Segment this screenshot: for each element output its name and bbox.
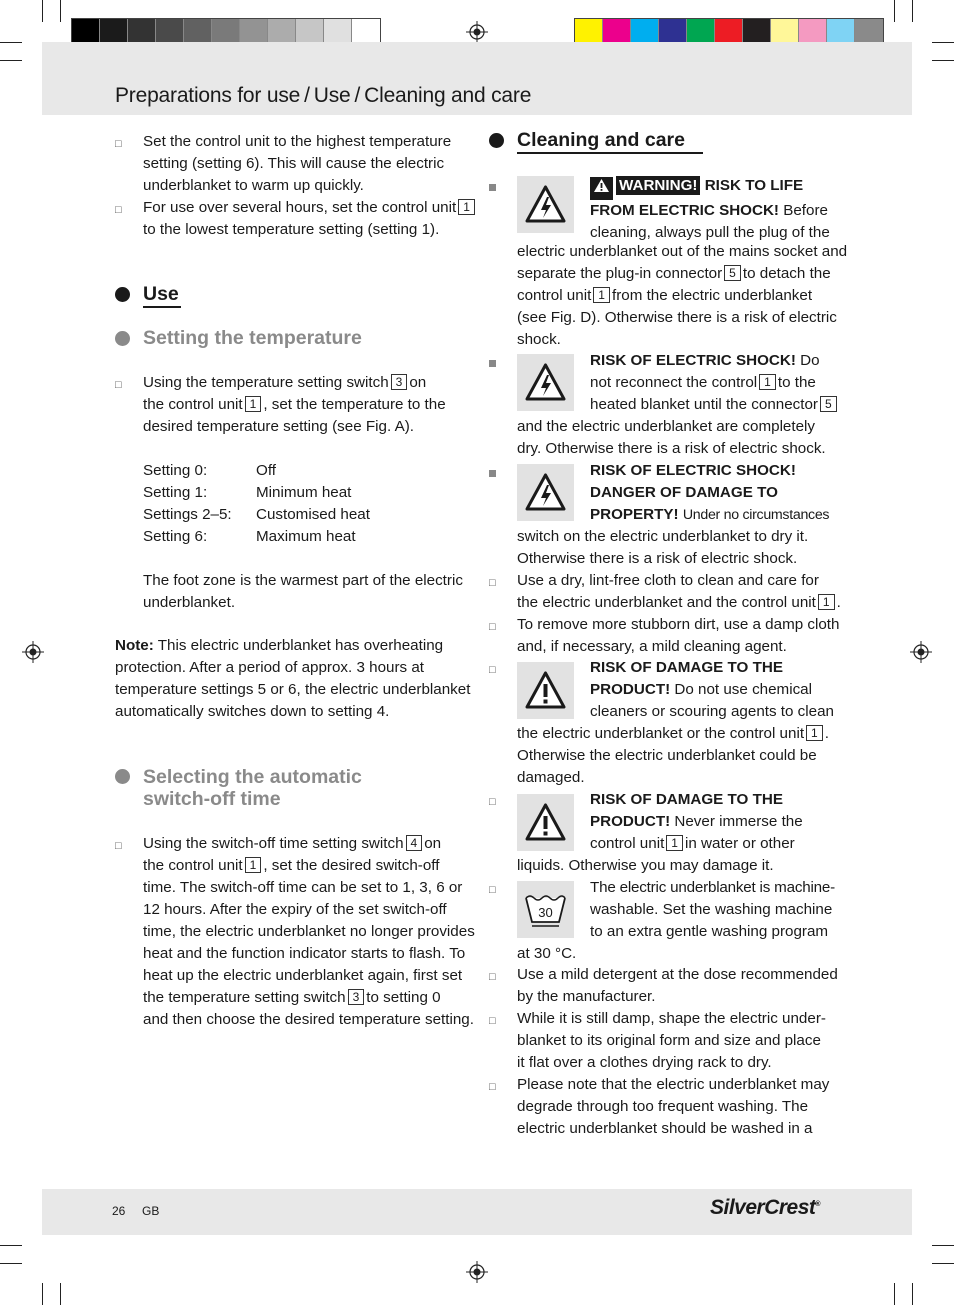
warning-bold: FROM ELECTRIC SHOCK! bbox=[590, 202, 779, 219]
text-line: liquids. Otherwise you may damage it. bbox=[517, 857, 774, 874]
checkbox-bullet-icon: □ bbox=[489, 577, 496, 589]
crop-mark bbox=[42, 1283, 43, 1305]
text-line: and, if necessary, a mild cleaning agent. bbox=[517, 638, 787, 655]
crop-mark bbox=[894, 0, 895, 22]
text-line: electric underblanket should be washed in a bbox=[517, 1120, 813, 1137]
text-span: not reconnect the control bbox=[590, 374, 758, 391]
text-line: heat and the function indicator starts to flash. To bbox=[143, 945, 466, 962]
text-line: (see Fig. D). Otherwise there is a risk of electric bbox=[517, 309, 837, 326]
crop-mark bbox=[60, 1283, 61, 1305]
text-line: and the electric underblanket are completely bbox=[517, 418, 816, 435]
crop-mark bbox=[932, 60, 954, 61]
setting-value: Off bbox=[256, 462, 276, 479]
ref-number: 1 bbox=[818, 594, 835, 610]
registration-mark-icon bbox=[910, 641, 932, 663]
setting-value: Minimum heat bbox=[256, 484, 352, 501]
text-line: degrade through too frequent washing. The bbox=[517, 1098, 809, 1115]
heading-switch-off-time bbox=[143, 766, 362, 810]
heading-line: switch-off time bbox=[143, 788, 281, 810]
text-span: Do not use chemical bbox=[674, 681, 812, 698]
section-bullet-icon bbox=[115, 287, 130, 302]
checkbox-bullet-icon: □ bbox=[115, 840, 122, 852]
warning-bold: PRODUCT! bbox=[590, 681, 671, 698]
settings-table bbox=[143, 460, 370, 548]
text-line: damaged. bbox=[517, 769, 585, 786]
text-line: switch on the electric underblanket to dry it. bbox=[517, 528, 809, 545]
heading-line: Selecting the automatic bbox=[143, 766, 362, 788]
text-line: underblanket. bbox=[143, 594, 236, 611]
warning-tag: WARNING! bbox=[616, 176, 700, 195]
registration-mark-icon bbox=[466, 21, 488, 43]
checkbox-bullet-icon: □ bbox=[489, 971, 496, 983]
text-line: to the lowest temperature setting (setting 1). bbox=[143, 221, 440, 238]
text-line: electric underblanket out of the mains socket and bbox=[517, 243, 848, 260]
text-span: the temperature setting switch bbox=[143, 989, 346, 1006]
warning-bold: RISK OF DAMAGE TO THE bbox=[590, 791, 783, 808]
text-line: The electric underblanket is machine- bbox=[590, 879, 836, 896]
checkbox-bullet-icon: □ bbox=[489, 884, 496, 896]
caution-immerse bbox=[590, 789, 803, 855]
text-line: time. The switch-off time can be set to 1, 3, 6 or bbox=[143, 879, 463, 896]
checkbox-bullet-icon: □ bbox=[489, 796, 496, 808]
text-span: , set the temperature to the bbox=[263, 396, 446, 413]
crop-mark bbox=[0, 1245, 22, 1246]
subsection-bullet-icon bbox=[115, 769, 130, 784]
text-span: control unit bbox=[517, 287, 592, 304]
text-span: . bbox=[824, 725, 829, 742]
caution-chemical-cleaners bbox=[590, 657, 834, 723]
text-span: to the bbox=[777, 374, 816, 391]
text-span: the electric underblanket and the control unit bbox=[517, 594, 816, 611]
page-title: Preparations for use / Use / Cleaning and care bbox=[115, 84, 532, 107]
caution-warning-icon bbox=[517, 794, 574, 851]
warning-reconnect bbox=[590, 350, 839, 416]
heading-underline bbox=[143, 306, 181, 308]
text-line: washable. Set the washing machine bbox=[590, 901, 833, 918]
text-span: control unit bbox=[590, 835, 665, 852]
bullet-machine-washable-cont bbox=[517, 943, 576, 965]
checkbox-bullet-icon: □ bbox=[115, 204, 122, 216]
warning-property-damage-cont bbox=[517, 526, 808, 570]
warning-life-risk bbox=[590, 175, 830, 244]
registration-mark-icon bbox=[466, 1261, 488, 1283]
text-line: temperature settings 5 or 6, the electric underblanket bbox=[115, 681, 471, 698]
ref-number: 3 bbox=[391, 374, 408, 390]
text-line: blanket to its original form and size and place bbox=[517, 1032, 821, 1049]
checkbox-bullet-icon: □ bbox=[115, 138, 122, 150]
subsection-bullet-icon bbox=[115, 331, 130, 346]
text-line: it flat over a clothes drying rack to dry. bbox=[517, 1054, 772, 1071]
text-line: by the manufacturer. bbox=[517, 988, 656, 1005]
text-span: from the electric underblanket bbox=[611, 287, 813, 304]
text-span: Using the switch-off time setting switch bbox=[143, 835, 404, 852]
page-number: 26 bbox=[112, 1204, 126, 1218]
text-line: dry. Otherwise there is a risk of electric shock. bbox=[517, 440, 826, 457]
ref-number: 1 bbox=[593, 287, 610, 303]
crop-mark bbox=[894, 1283, 895, 1305]
ref-number: 3 bbox=[348, 989, 365, 1005]
text-line: heat up the electric underblanket again, first set bbox=[143, 967, 463, 984]
note-overheating bbox=[115, 635, 470, 723]
electric-shock-warning-icon bbox=[517, 464, 574, 521]
heading-underline bbox=[517, 152, 703, 154]
crop-mark bbox=[0, 42, 22, 43]
registration-mark-icon bbox=[22, 641, 44, 663]
text-span: on bbox=[424, 835, 442, 852]
text-span: to detach the bbox=[742, 265, 831, 282]
checkbox-bullet-icon: □ bbox=[489, 664, 496, 676]
crop-mark bbox=[912, 0, 913, 22]
warning-bold: DANGER OF DAMAGE TO bbox=[590, 484, 778, 501]
warning-bold: RISK OF ELECTRIC SHOCK! bbox=[590, 352, 796, 369]
text-span: separate the plug-in connector bbox=[517, 265, 723, 282]
ref-number: 4 bbox=[406, 835, 423, 851]
text-line: underblanket to warm up quickly. bbox=[143, 177, 364, 194]
text-span: Never immerse the bbox=[674, 813, 803, 830]
warning-bold: RISK TO LIFE bbox=[704, 177, 804, 194]
text-line: To remove more stubborn dirt, use a damp cloth bbox=[517, 616, 840, 633]
caution-immerse-cont bbox=[517, 855, 774, 877]
warning-property-damage bbox=[590, 460, 829, 526]
text-line: cleaning, always pull the plug of the bbox=[590, 224, 830, 241]
text-span: Using the temperature setting switch bbox=[143, 374, 389, 391]
bullet-dry-cloth bbox=[517, 570, 841, 614]
foot-zone-text bbox=[143, 570, 463, 614]
checkbox-bullet-icon: □ bbox=[489, 621, 496, 633]
square-bullet-icon bbox=[489, 360, 496, 367]
text-line: While it is still damp, shape the electric under- bbox=[517, 1010, 826, 1027]
bullet-shape-dry bbox=[517, 1008, 826, 1074]
text-span: , set the desired switch-off bbox=[263, 857, 440, 874]
checkbox-bullet-icon: □ bbox=[489, 1081, 496, 1093]
text-span: the electric underblanket or the control unit bbox=[517, 725, 805, 742]
warning-triangle-icon bbox=[590, 177, 613, 200]
crop-mark bbox=[0, 1263, 22, 1264]
ref-number: 1 bbox=[759, 374, 776, 390]
ref-number: 1 bbox=[245, 857, 262, 873]
text-line: Otherwise the electric underblanket could be bbox=[517, 747, 817, 764]
crop-mark bbox=[932, 1245, 954, 1246]
warning-bold: RISK OF DAMAGE TO THE bbox=[590, 659, 783, 676]
text-line: Use a mild detergent at the dose recommended bbox=[517, 966, 838, 983]
text-span: . bbox=[836, 594, 841, 611]
bullet-temp-switch bbox=[143, 372, 446, 438]
setting-label: Setting 6: bbox=[143, 528, 208, 545]
page-language: GB bbox=[142, 1204, 160, 1218]
setting-label: Setting 0: bbox=[143, 462, 208, 479]
text-line: Use a dry, lint-free cloth to clean and care for bbox=[517, 572, 819, 589]
warning-bold: PRODUCT! bbox=[590, 813, 671, 830]
text-span: Do bbox=[800, 352, 820, 369]
crop-mark bbox=[932, 1263, 954, 1264]
crop-mark bbox=[60, 0, 61, 22]
note-label: Note: bbox=[115, 637, 154, 654]
crop-mark bbox=[0, 60, 22, 61]
text-line: protection. After a period of approx. 3 hours at bbox=[115, 659, 424, 676]
text-line: desired temperature setting (see Fig. A). bbox=[143, 418, 414, 435]
caution-warning-icon bbox=[517, 662, 574, 719]
section-bullet-icon bbox=[489, 133, 504, 148]
text-span: the control unit bbox=[143, 857, 243, 874]
bullet-damp-cloth bbox=[517, 614, 839, 658]
text-line: Set the control unit to the highest temperature bbox=[143, 133, 452, 150]
text-span: to setting 0 bbox=[366, 989, 441, 1006]
text-span: Under no circumstances bbox=[682, 507, 830, 523]
wash-temperature-label: 30 bbox=[538, 905, 553, 920]
crop-mark bbox=[932, 42, 954, 43]
bullet-machine-washable bbox=[590, 877, 835, 943]
heading-use: Use bbox=[143, 283, 179, 305]
square-bullet-icon bbox=[489, 184, 496, 191]
warning-bold: RISK OF ELECTRIC SHOCK! bbox=[590, 462, 796, 479]
text-span: This electric underblanket has overheating bbox=[157, 637, 444, 654]
crop-mark bbox=[42, 0, 43, 22]
warning-bold: PROPERTY! bbox=[590, 506, 679, 523]
text-line: The foot zone is the warmest part of the electric bbox=[143, 572, 463, 589]
bullet-mild-detergent bbox=[517, 964, 838, 1008]
text-line: time, the electric underblanket no longer provides bbox=[143, 923, 475, 940]
square-bullet-icon bbox=[489, 470, 496, 477]
brand-text: SilverCrest bbox=[710, 1196, 816, 1219]
ref-number: 1 bbox=[245, 396, 262, 412]
text-line: cleaners or scouring agents to clean bbox=[590, 703, 834, 720]
electric-shock-warning-icon bbox=[517, 354, 574, 411]
brand-logo: SilverCrest® bbox=[710, 1196, 821, 1219]
heading-setting-temperature: Setting the temperature bbox=[143, 327, 362, 349]
setting-label: Setting 1: bbox=[143, 484, 208, 501]
setting-value: Customised heat bbox=[256, 506, 370, 523]
ref-number: 1 bbox=[458, 199, 475, 215]
text-line: automatically switches down to setting 4. bbox=[115, 703, 390, 720]
text-span: Before bbox=[783, 202, 828, 219]
electric-shock-warning-icon bbox=[517, 176, 574, 233]
text-line: shock. bbox=[517, 331, 561, 348]
text-span: the control unit bbox=[143, 396, 243, 413]
checkbox-bullet-icon: □ bbox=[115, 379, 122, 391]
ref-number: 1 bbox=[806, 725, 823, 741]
text-line: at 30 °C. bbox=[517, 945, 577, 962]
bullet-highest-temp bbox=[143, 131, 451, 197]
crop-mark bbox=[912, 1283, 913, 1305]
setting-value: Maximum heat bbox=[256, 528, 356, 545]
setting-label: Settings 2–5: bbox=[143, 506, 232, 523]
caution-chemical-cleaners-cont bbox=[517, 723, 829, 789]
text-span: For use over several hours, set the control unit bbox=[143, 199, 457, 216]
warning-reconnect-cont bbox=[517, 416, 826, 460]
text-span: on bbox=[409, 374, 427, 391]
text-line: setting (setting 6). This will cause the electric bbox=[143, 155, 445, 172]
text-line: 12 hours. After the expiry of the set switch-off bbox=[143, 901, 447, 918]
text-span: heated blanket until the connector bbox=[590, 396, 818, 413]
text-line: and then choose the desired temperature setting. bbox=[143, 1011, 474, 1028]
heading-cleaning-and-care: Cleaning and care bbox=[517, 129, 685, 151]
bullet-switch-off bbox=[143, 833, 475, 1031]
ref-number: 5 bbox=[820, 396, 837, 412]
text-span: in water or other bbox=[684, 835, 795, 852]
ref-number: 5 bbox=[724, 265, 741, 281]
checkbox-bullet-icon: □ bbox=[489, 1015, 496, 1027]
text-line: Please note that the electric underblanket may bbox=[517, 1076, 830, 1093]
text-line: Otherwise there is a risk of electric shock. bbox=[517, 550, 798, 567]
text-line: to an extra gentle washing program bbox=[590, 923, 829, 940]
bullet-frequent-washing bbox=[517, 1074, 829, 1140]
warning-life-risk-cont bbox=[517, 241, 847, 351]
wash-30-symbol-icon bbox=[517, 881, 574, 938]
bullet-lowest-temp bbox=[143, 197, 477, 241]
ref-number: 1 bbox=[666, 835, 683, 851]
